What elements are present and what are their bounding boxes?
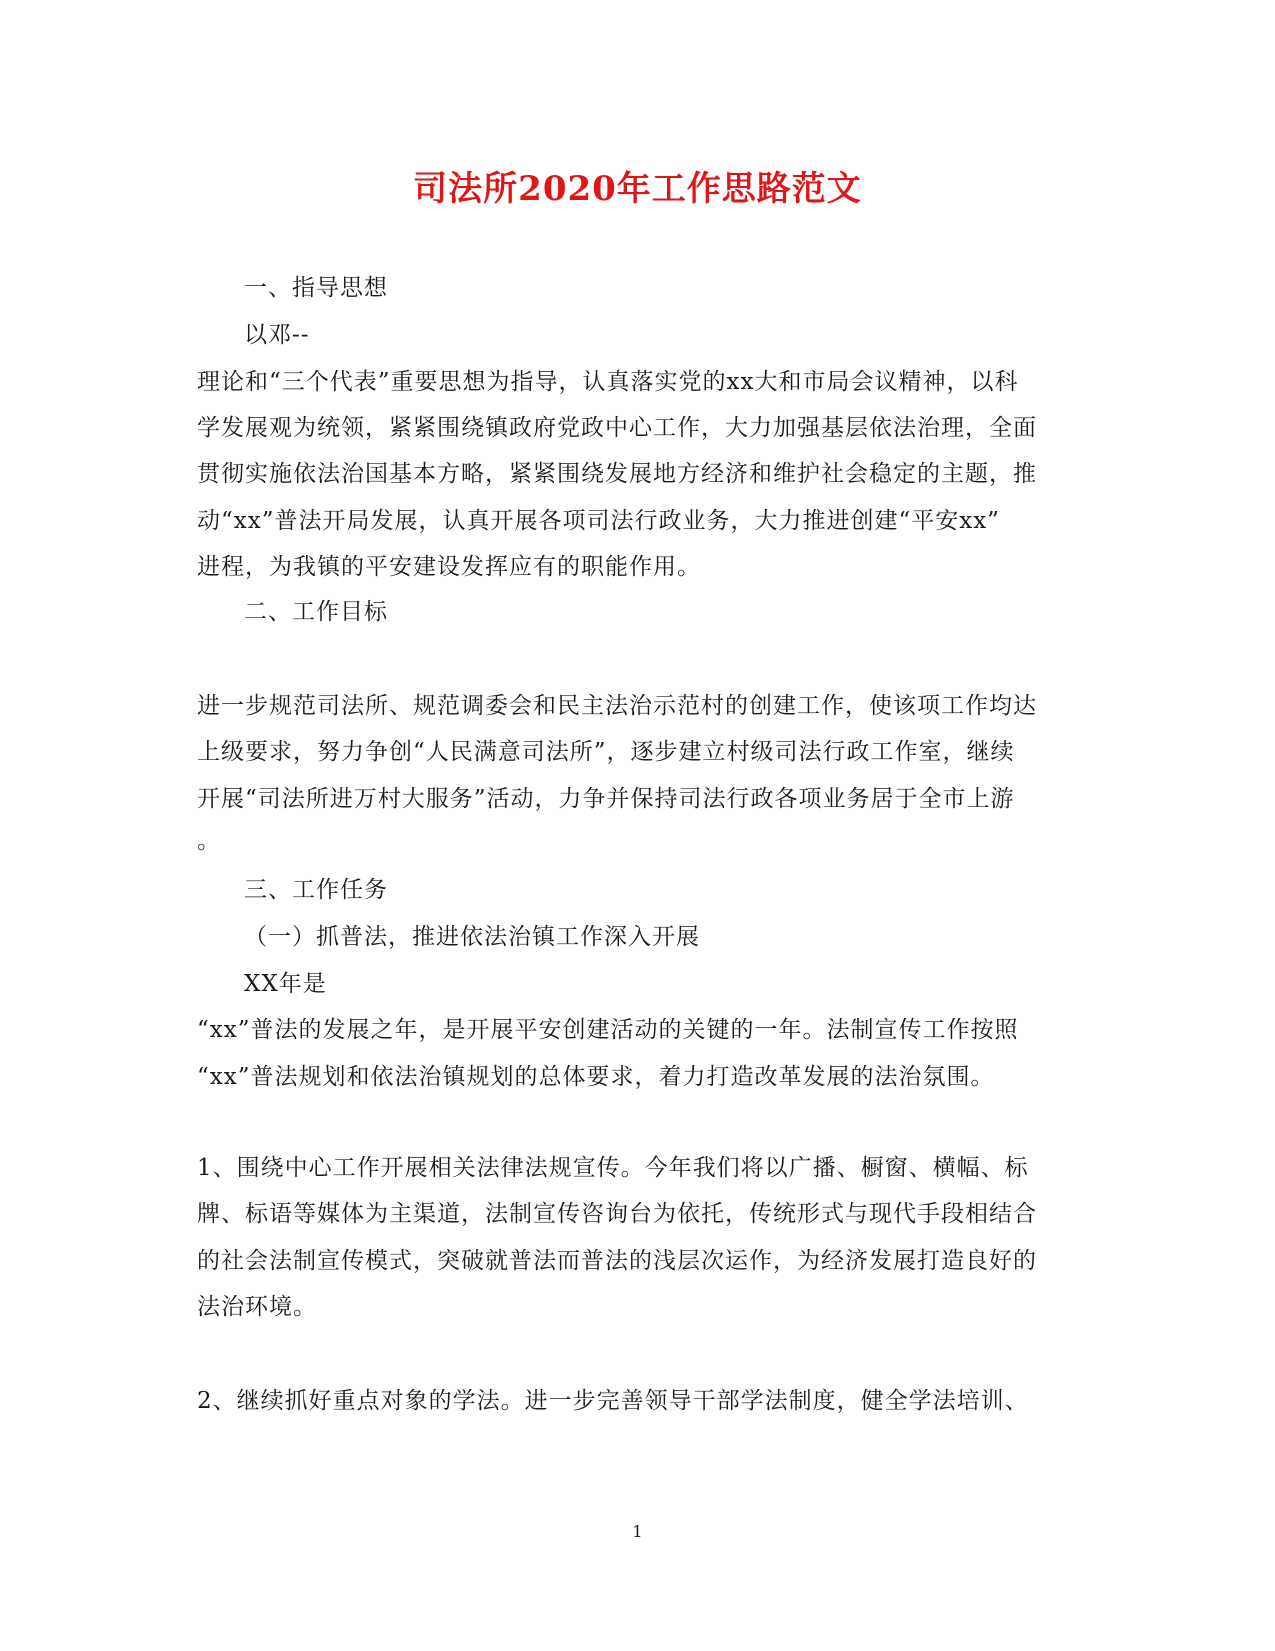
heading-work-tasks: 三、工作任务 (244, 877, 388, 903)
text-line: 进程，为我镇的平安建设发挥应有的职能作用。 (197, 554, 701, 580)
text-line: “xx”普法的发展之年，是开展平安创建活动的关键的一年。法制宣传工作按照 (197, 1017, 1019, 1043)
text-line: 理论和“三个代表”重要思想为指导，认真落实党的xx大和市局会议精神，以科 (197, 369, 1019, 395)
text-line: 2、继续抓好重点对象的学法。进一步完善领导干部学法制度，健全学法培训、 (197, 1388, 1029, 1414)
text-line: 1、围绕中心工作开展相关法律法规宣传。今年我们将以广播、橱窗、横幅、标 (197, 1155, 1029, 1181)
text-line: 进一步规范司法所、规范调委会和民主法治示范村的创建工作，使该项工作均达 (197, 693, 1037, 719)
text-line: 法治环境。 (197, 1294, 317, 1320)
page-number: 1 (632, 1522, 643, 1541)
text-line: 贯彻实施依法治国基本方略，紧紧围绕发展地方经济和维护社会稳定的主题，推 (197, 461, 1037, 487)
heading-work-goals: 二、工作目标 (244, 599, 388, 625)
subheading-legal-education: （一）抓普法，推进依法治镇工作深入开展 (244, 924, 700, 950)
heading-guiding-ideology: 一、指导思想 (244, 275, 388, 301)
text-line: 动“xx”普法开局发展，认真开展各项司法行政业务，大力推进创建“平安xx” (197, 508, 1000, 534)
text-line: XX年是 (244, 971, 327, 997)
text-line: “xx”普法规划和依法治镇规划的总体要求，着力打造改革发展的法治氛围。 (197, 1064, 995, 1090)
text-line: 学发展观为统领，紧紧围绕镇政府党政中心工作，大力加强基层依法治理，全面 (197, 415, 1037, 441)
text-line: 以邓-- (244, 322, 310, 348)
text-line: 开展“司法所进万村大服务”活动，力争并保持司法行政各项业务居于全市上游 (197, 786, 1015, 812)
text-line: 上级要求，努力争创“人民满意司法所”，逐步建立村级司法行政工作室，继续 (197, 739, 1015, 765)
text-line: 牌、标语等媒体为主渠道，法制宣传咨询台为依托，传统形式与现代手段相结合 (197, 1201, 1037, 1227)
text-line: 。 (197, 828, 221, 854)
text-line: 的社会法制宣传模式，突破就普法而普法的浅层次运作，为经济发展打造良好的 (197, 1248, 1037, 1274)
document-title: 司法所2020年工作思路范文 (413, 169, 862, 209)
